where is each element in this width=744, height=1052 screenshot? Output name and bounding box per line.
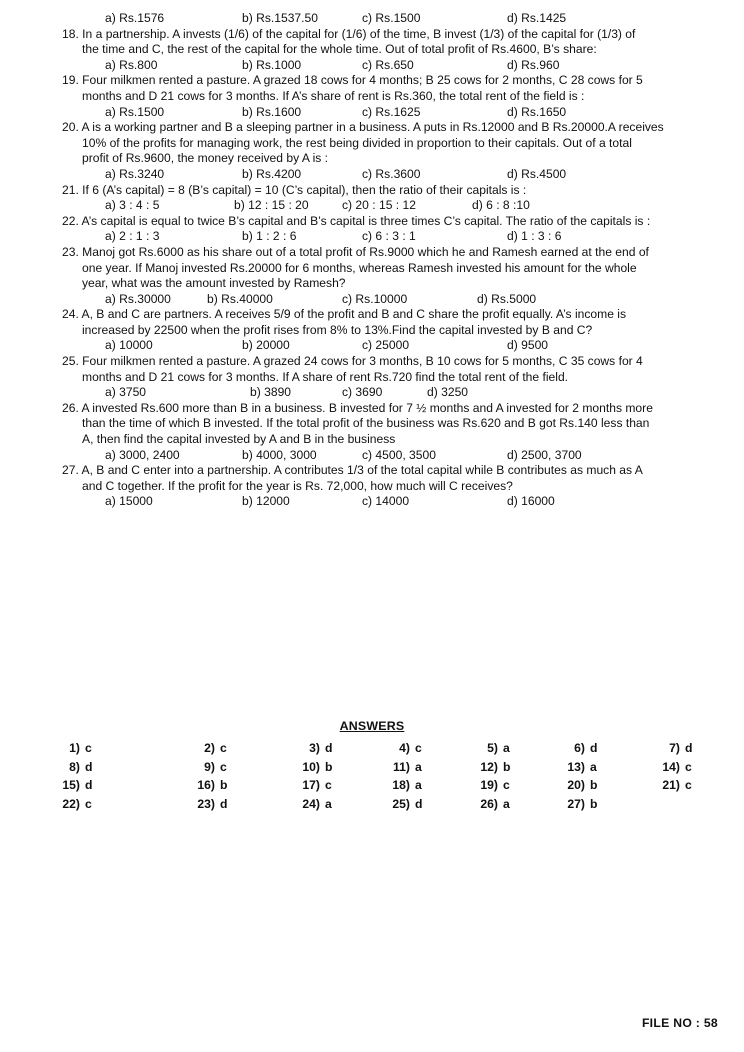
options-row [62,448,712,464]
option-c: c) Rs.1500 [362,11,421,25]
answer-number: 18) [392,778,410,792]
answer-number: 15) [62,778,80,792]
answer-entry [290,795,332,814]
question-first-line: 27. A, B and C enter into a partnership. A contributes 1/3 of the total capital while B contributes as much as A [62,463,643,478]
answer-letter: a [590,759,597,774]
option-b: b) 1 : 2 : 6 [242,229,297,244]
answer-number: 4) [399,741,410,755]
answer-number: 12) [480,759,498,774]
question-block [62,27,712,74]
question-continuation-line: and C together. If the profit for the year is Rs. 72,000, how much will C receives? [82,478,513,493]
answer-entry [650,776,692,795]
question-continuation-line: 10% of the profits for managing work, the rest being divided in proportion to their capitals. Out of a total [82,135,632,150]
answer-number: 22) [62,796,80,811]
question-first-line: 19. Four milkmen rented a pasture. A grazed 18 cows for 4 months; B 25 cows for 2 months, C 28 cows for 5 [62,73,643,88]
option-d: d) Rs.1425 [507,11,567,25]
options-row [62,58,712,74]
file-number-footer: FILE NO : 58 [641,1016,718,1030]
answer-entry [555,795,597,814]
option-d: d) 1 : 3 : 6 [507,229,562,244]
answer-number: 5) [487,741,498,755]
answer-letter: c [220,759,227,774]
answers-grid [0,739,744,819]
option-a: a) 10000 [105,338,153,353]
option-a: a) Rs.3240 [105,166,165,181]
answer-letter: b [590,796,598,811]
question-first-line: 20. A is a working partner and B a sleeping partner in a business. A puts in Rs.12000 and B Rs.20000.A receives [62,120,664,135]
question-first-line: 25. Four milkmen rented a pasture. A grazed 24 cows for 3 months, B 10 cows for 5 months, C 35 cows for 4 [62,354,643,369]
question-block [62,245,712,307]
option-b: b) Rs.1537.50 [242,11,318,25]
question-first-line: 23. Manoj got Rs.6000 as his share out of a total profit of Rs.9000 which he and Ramesh earned at the end of [62,244,649,259]
question-continuation-line: than the time of which B invested. If the total profit of the business was Rs.620 and B got Rs.140 less than [82,416,650,431]
answer-letter: a [325,796,332,811]
answer-number: 17) [302,778,320,792]
question-list [62,11,712,510]
answer-number: 1) [69,741,80,755]
option-b: b) Rs.40000 [207,291,273,306]
option-d: d) 6 : 8 :10 [472,198,530,213]
answer-number: 2) [204,741,215,755]
answer-entry [555,776,597,795]
answer-letter: c [220,741,227,755]
question-first-line: 24. A, B and C are partners. A receives 5/9 of the profit and B and C share the profit equally. A’s income is [62,307,627,322]
option-c: c) Rs.10000 [342,291,408,306]
answer-number: 7) [669,741,680,755]
option-a: a) Rs.1576 [105,11,165,25]
options-row [62,198,712,214]
answer-entry [380,795,422,814]
option-d: d) Rs.4500 [507,166,567,181]
options-row [62,167,712,183]
question-first-line: 26. A invested Rs.600 more than B in a business. B invested for 7 ½ months and A invested for 2 months more [62,400,653,415]
answer-letter: c [685,759,692,774]
answer-entry [290,739,332,758]
option-d: d) Rs.960 [507,57,560,72]
question-continuation-line: profit of Rs.9600, the money received by A is : [82,151,329,166]
question-continuation-line: A, then find the capital invested by A and B in the business [82,432,396,447]
answers-heading: ANSWERS [339,719,405,733]
option-c: c) 3690 [342,385,383,400]
option-d: d) 3250 [427,385,469,400]
answer-letter: c [503,778,510,792]
option-b: b) 12000 [242,494,290,509]
answer-number: 14) [662,759,680,774]
option-a: a) Rs.800 [105,57,158,72]
option-c: c) 4500, 3500 [362,447,436,462]
question-block [62,463,712,510]
answer-letter: c [685,778,692,792]
option-c: c) Rs.1625 [362,104,421,119]
answer-letter: b [503,759,511,774]
option-c: c) 14000 [362,494,410,509]
answer-entry [50,776,92,795]
answer-number: 25) [392,796,410,811]
option-b: b) 4000, 3000 [242,447,317,462]
answer-entry [185,758,227,777]
answer-entry [290,776,332,795]
question-block [62,214,712,245]
answer-entry [650,758,692,777]
answer-number: 21) [662,778,680,792]
answer-entry [290,758,332,777]
answer-entry [555,758,597,777]
answer-letter: a [415,759,422,774]
answer-entry [380,758,422,777]
answer-number: 23) [197,796,215,811]
answer-entry [555,739,597,758]
question-block [62,73,712,120]
answer-entry [185,776,227,795]
option-d: d) Rs.1650 [507,104,567,119]
answer-entry [50,795,92,814]
option-d: d) 9500 [507,338,549,353]
options-row [62,338,712,354]
question-continuation-line: one year. If Manoj invested Rs.20000 for 6 months, whereas Ramesh invested his amount for the whole [82,260,637,275]
option-a: a) 3 : 4 : 5 [105,198,160,213]
answer-number: 20) [567,778,585,792]
option-b: b) 20000 [242,338,290,353]
answer-entry [50,758,92,777]
answer-entry [185,739,227,758]
answer-letter: c [415,741,422,755]
answer-number: 13) [567,759,585,774]
question-continuation-line: the time and C, the rest of the capital for the whole time. Out of total profit of Rs.4600, B’s share: [82,42,597,57]
question-block [62,401,712,463]
option-a: a) Rs.30000 [105,291,171,306]
option-a: a) 2 : 1 : 3 [105,229,160,244]
answer-number: 6) [574,741,585,755]
question-continuation-line: year, what was the amount invested by Ramesh? [82,276,346,291]
question-block [62,354,712,401]
option-c: c) 6 : 3 : 1 [362,229,416,244]
option-a: a) Rs.1500 [105,104,165,119]
answers-section [0,718,744,819]
answer-number: 16) [197,778,215,792]
option-d: d) Rs.5000 [477,291,537,306]
answer-letter: c [85,741,92,755]
option-b: b) Rs.1600 [242,104,302,119]
answer-entry [380,776,422,795]
options-row [62,494,712,510]
answer-entry [380,739,422,758]
answer-number: 27) [567,796,585,811]
answer-letter: a [503,796,510,811]
options-row [62,229,712,245]
answer-number: 11) [393,759,410,774]
option-a: a) 3000, 2400 [105,447,180,462]
answer-number: 10) [302,759,320,774]
option-c: c) Rs.3600 [362,166,421,181]
option-c: c) Rs.650 [362,57,414,72]
option-b: b) 12 : 15 : 20 [234,198,309,213]
option-b: b) 3890 [250,385,292,400]
answer-number: 26) [480,796,498,811]
answer-letter: d [325,741,333,755]
answer-number: 9) [204,759,215,774]
answer-letter: c [85,796,92,811]
option-c: c) 25000 [362,338,410,353]
answer-letter: b [220,778,228,792]
question-continuation-line: months and D 21 cows for 3 months. If A’s share of rent is Rs.360, the total rent of the field is : [82,88,585,103]
answer-letter: b [590,778,598,792]
question-first-line: 22. A’s capital is equal to twice B’s capital and B’s capital is three times C’s capital. The ratio of the capitals is : [62,213,651,228]
answer-letter: d [415,796,423,811]
option-d: d) 16000 [507,494,555,509]
question-block [62,120,712,182]
options-row [62,385,712,401]
option-d: d) 2500, 3700 [507,447,582,462]
answer-number: 3) [309,741,320,755]
answer-letter: d [685,741,693,755]
option-a: a) 3750 [105,385,147,400]
option-b: b) Rs.4200 [242,166,302,181]
answer-letter: b [325,759,333,774]
option-a: a) 15000 [105,494,153,509]
answer-letter: a [415,778,422,792]
answer-entry [468,795,510,814]
answer-letter: a [503,741,510,755]
answer-letter: d [220,796,228,811]
answer-letter: c [325,778,332,792]
question-block [62,183,712,214]
answer-entry [468,739,510,758]
answer-number: 24) [302,796,320,811]
answer-entry [468,758,510,777]
question-continuation-line: months and D 21 cows for 3 months. If A share of rent Rs.720 find the total rent of the field. [82,369,569,384]
options-row-carryover [62,11,712,27]
question-first-line: 18. In a partnership. A invests (1/6) of the capital for (1/6) of the time, B invest (1/3) of the capital for (1/3) of [62,26,636,41]
answer-entry [650,739,692,758]
answer-entry [468,776,510,795]
answer-letter: d [85,778,93,792]
question-continuation-line: increased by 22500 when the profit rises from 8% to 13%.Find the capital invested by B and C? [82,322,593,337]
option-c: c) 20 : 15 : 12 [342,198,416,213]
answer-number: 8) [69,759,80,774]
answer-entry [185,795,227,814]
answer-entry [50,739,92,758]
options-row [62,105,712,121]
answer-letter: d [590,741,598,755]
answer-letter: d [85,759,93,774]
question-block [62,307,712,354]
questions-host [62,27,712,510]
question-first-line: 21. If 6 (A’s capital) = 8 (B’s capital) = 10 (C’s capital), then the ratio of their capitals is : [62,182,527,197]
option-b: b) Rs.1000 [242,57,302,72]
answer-number: 19) [480,778,498,792]
options-row [62,292,712,308]
